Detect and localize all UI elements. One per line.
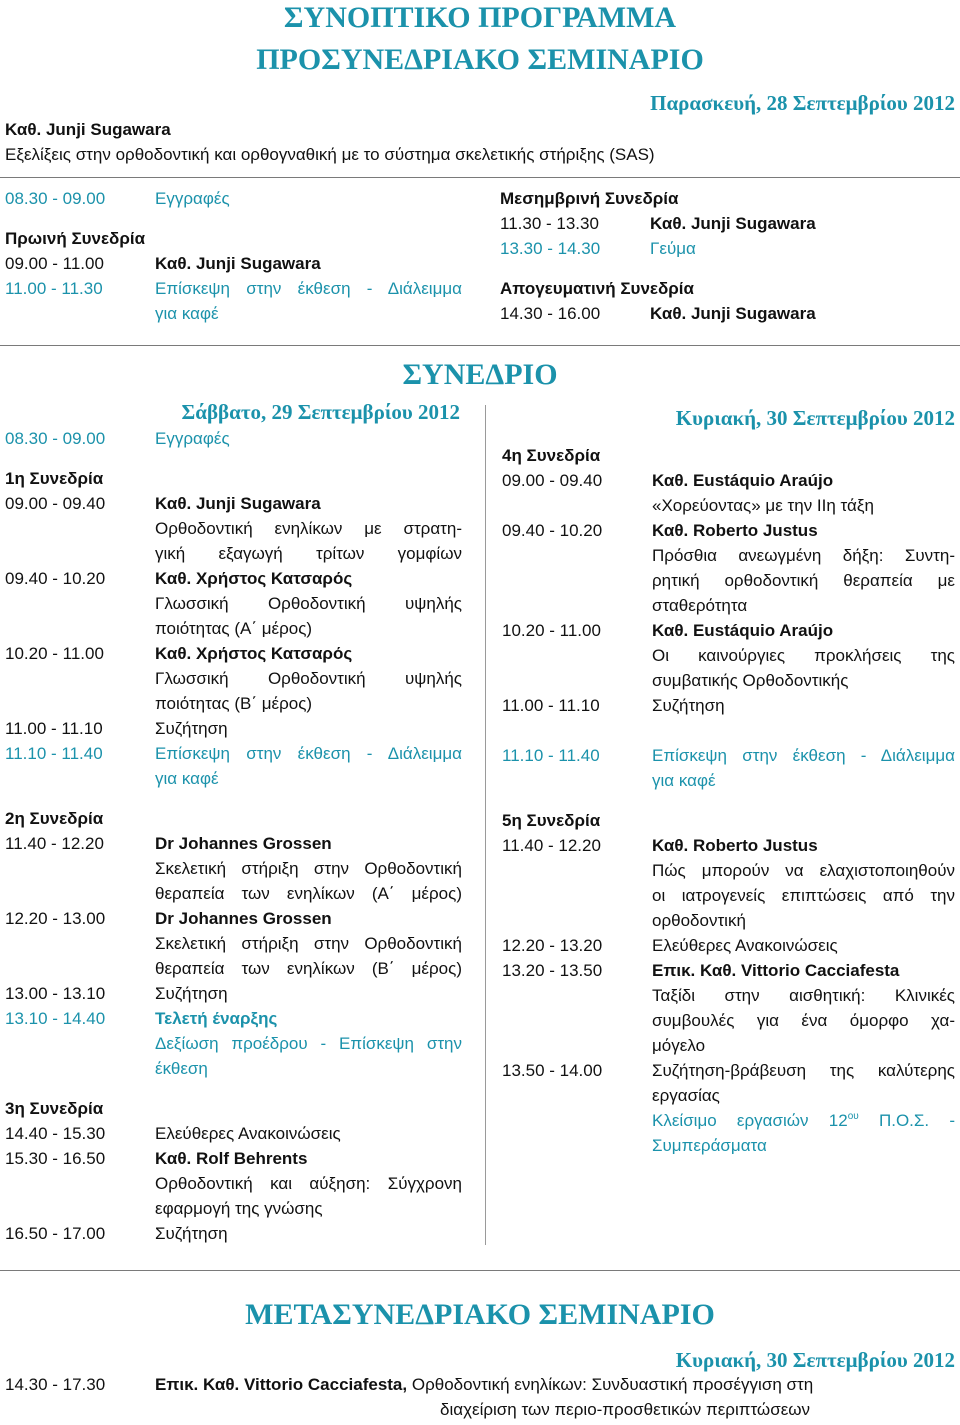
event-line: Δεξίωση προέδρου - Επίσκεψη στην bbox=[155, 1034, 462, 1053]
time-slot: 14.30 - 16.00 bbox=[500, 304, 601, 323]
schedule-row bbox=[502, 1058, 955, 1108]
event-label: Συζήτηση bbox=[155, 1224, 228, 1243]
talk-title-line: Ορθοδοντική ενηλίκων: Συνδυαστική προσέγγιση στη bbox=[411, 1375, 814, 1394]
talk-title-line: ποιότητας (Β΄ μέρος) bbox=[155, 694, 313, 713]
event-label: Γεύμα bbox=[650, 239, 696, 258]
session-heading: 4η Συνεδρία bbox=[502, 446, 601, 465]
event-line: Επίσκεψη στην έκθεση - Διάλειμμα bbox=[155, 744, 462, 763]
time-slot: 15.30 - 16.50 bbox=[5, 1149, 106, 1168]
talk-title-line: συμβουλές για ένα όμορφο χα- bbox=[652, 1011, 955, 1030]
schedule-row bbox=[502, 618, 955, 693]
row-details bbox=[155, 906, 462, 981]
talk-title-line: διαχείριση των περιο-προσθετικών περιπτώσεων bbox=[440, 1400, 811, 1419]
row-details bbox=[650, 301, 955, 326]
schedule-row bbox=[5, 716, 462, 741]
schedule-row bbox=[5, 186, 462, 211]
event-line: για καφέ bbox=[155, 304, 219, 323]
row-details bbox=[155, 276, 462, 326]
speaker-name: Καθ. Junji Sugawara bbox=[650, 214, 816, 233]
row-details bbox=[650, 236, 955, 261]
talk-title-line: οι ιατρογενείς επιπτώσεις από την bbox=[652, 886, 955, 905]
time-slot: 10.20 - 11.00 bbox=[502, 621, 601, 640]
row-details bbox=[155, 491, 462, 566]
event-line: έκθεση bbox=[155, 1059, 208, 1078]
event-label: Εγγραφές bbox=[155, 189, 230, 208]
speaker-name: Καθ. Junji Sugawara bbox=[650, 304, 816, 323]
time-slot: 13.50 - 14.00 bbox=[502, 1061, 603, 1080]
schedule-row bbox=[500, 301, 955, 326]
time-slot: 09.00 - 09.40 bbox=[502, 471, 603, 490]
talk-title-line: Ορθοδοντική και αύξηση: Σύγχρονη bbox=[155, 1174, 462, 1193]
schedule-row bbox=[502, 1108, 955, 1158]
time-slot: 13.30 - 14.30 bbox=[500, 239, 601, 258]
pre-seminar-topic: Εξελίξεις στην ορθοδοντική και ορθογναθική με το σύστημα σκελετικής στήριξης (SAS) bbox=[5, 145, 655, 164]
time-slot: 10.20 - 11.00 bbox=[5, 644, 104, 663]
saturday-date: Σάββατο, 29 Σεπτεμβρίου 2012 bbox=[181, 400, 460, 424]
talk-title-line: Γλωσσική Ορθοδοντική υψηλής bbox=[155, 594, 462, 613]
speaker-name: Καθ. Eustáquio Araújo bbox=[652, 471, 834, 490]
event-line: για καφέ bbox=[652, 771, 716, 790]
time-slot: 11.00 - 11.10 bbox=[5, 719, 103, 738]
time-slot: 13.20 - 13.50 bbox=[502, 961, 603, 980]
time-slot: 11.30 - 13.30 bbox=[500, 214, 599, 233]
closing-prefix: Κλείσιμο εργασιών 12 bbox=[652, 1111, 848, 1130]
time-slot: 14.40 - 15.30 bbox=[5, 1124, 106, 1143]
pre-seminar-date: Παρασκευή, 28 Σεπτεμβρίου 2012 bbox=[650, 91, 955, 115]
post-seminar-line bbox=[155, 1372, 813, 1397]
ordinal-suffix: ου bbox=[847, 1111, 859, 1122]
divider bbox=[0, 1270, 960, 1271]
talk-title-line: «Χορεύοντας» με την ΙΙη τάξη bbox=[652, 496, 874, 515]
row-details bbox=[155, 831, 462, 906]
row-details bbox=[652, 693, 955, 718]
talk-title-line: μόγελο bbox=[652, 1036, 706, 1055]
row-details bbox=[155, 426, 462, 451]
closing-suffix: Π.Ο.Σ. - bbox=[858, 1111, 955, 1130]
friday-morning-column bbox=[5, 186, 462, 326]
talk-title-line: ρητική ορθοδοντική θεραπεία με bbox=[652, 571, 955, 590]
speaker-name: Καθ. Χρήστος Κατσαρός bbox=[155, 569, 353, 588]
row-details bbox=[652, 1058, 955, 1108]
schedule-row bbox=[500, 211, 955, 236]
row-details bbox=[155, 566, 462, 641]
time-slot: 16.50 - 17.00 bbox=[5, 1224, 106, 1243]
schedule-row bbox=[5, 1146, 462, 1221]
congress-heading: ΣΥΝΕΔΡΙΟ bbox=[402, 358, 558, 391]
speaker-name: Καθ. Rolf Behrents bbox=[155, 1149, 308, 1168]
post-seminar-date: Κυριακή, 30 Σεπτεμβρίου 2012 bbox=[675, 1348, 955, 1372]
schedule-row bbox=[5, 1006, 462, 1081]
event-label: Συζήτηση bbox=[652, 696, 725, 715]
divider bbox=[0, 177, 960, 178]
event-label: Ελεύθερες Ανακοινώσεις bbox=[155, 1124, 341, 1143]
talk-title-line: Πώς μπορούν να ελαχιστοποιηθούν bbox=[652, 861, 955, 880]
speaker-name: Καθ. Junji Sugawara bbox=[155, 494, 321, 513]
time-slot: 09.40 - 10.20 bbox=[5, 569, 106, 588]
schedule-row bbox=[5, 906, 462, 981]
speaker-name: Επικ. Καθ. Vittorio Cacciafesta, bbox=[155, 1375, 408, 1394]
divider bbox=[0, 345, 960, 346]
time-spacer bbox=[502, 1108, 652, 1133]
closing-line: Συμπεράσματα bbox=[652, 1136, 767, 1155]
time-slot: 12.20 - 13.20 bbox=[502, 936, 603, 955]
schedule-row bbox=[502, 833, 955, 933]
session-heading: Μεσημβρινή Συνεδρία bbox=[500, 189, 679, 208]
speaker-name: Καθ. Roberto Justus bbox=[652, 521, 818, 540]
event-line: για καφέ bbox=[155, 769, 219, 788]
talk-title-line: εφαρμογή της γνώσης bbox=[155, 1199, 323, 1218]
speaker-name: Dr Johannes Grossen bbox=[155, 834, 332, 853]
schedule-row bbox=[502, 518, 955, 618]
row-details bbox=[652, 618, 955, 693]
row-details bbox=[155, 186, 462, 211]
schedule-row bbox=[5, 641, 462, 716]
row-details bbox=[155, 641, 462, 716]
schedule-row bbox=[5, 491, 462, 566]
time-slot: 11.40 - 12.20 bbox=[5, 834, 104, 853]
talk-title-line: ορθοδοντική bbox=[652, 911, 746, 930]
row-details bbox=[155, 1006, 462, 1081]
time-slot: 09.00 - 09.40 bbox=[5, 494, 106, 513]
schedule-row bbox=[5, 251, 462, 276]
talk-title-line: Σκελετική στήριξη στην Ορθοδοντική bbox=[155, 934, 462, 953]
event-label: Συζήτηση bbox=[155, 984, 228, 1003]
talk-title-line: Οι καινούργιες προκλήσεις της bbox=[652, 646, 955, 665]
time-slot: 09.40 - 10.20 bbox=[502, 521, 603, 540]
sunday-date: Κυριακή, 30 Σεπτεμβρίου 2012 bbox=[675, 406, 955, 430]
row-details bbox=[650, 211, 955, 236]
row-details bbox=[652, 933, 955, 958]
session-heading: Απογευματινή Συνεδρία bbox=[500, 279, 694, 298]
page-title: ΣΥΝΟΠΤΙΚΟ ΠΡΟΓΡΑΜΜΑ bbox=[283, 1, 677, 34]
talk-title-line: Σκελετική στήριξη στην Ορθοδοντική bbox=[155, 859, 462, 878]
row-details bbox=[652, 468, 955, 518]
time-slot: 09.00 - 11.00 bbox=[5, 254, 104, 273]
session-heading: 1η Συνεδρία bbox=[5, 469, 104, 488]
schedule-row bbox=[502, 743, 955, 793]
row-details bbox=[155, 1221, 462, 1246]
session-heading: 3η Συνεδρία bbox=[5, 1099, 104, 1118]
row-details bbox=[155, 251, 462, 276]
column-divider bbox=[485, 405, 486, 1245]
row-details bbox=[652, 743, 955, 793]
session-heading: 2η Συνεδρία bbox=[5, 809, 104, 828]
schedule-row bbox=[5, 1121, 462, 1146]
time-slot: 11.00 - 11.10 bbox=[502, 696, 600, 715]
friday-afternoon-column bbox=[500, 186, 955, 326]
session-heading: 5η Συνεδρία bbox=[502, 811, 601, 830]
schedule-row bbox=[5, 831, 462, 906]
row-details bbox=[155, 981, 462, 1006]
time-slot: 11.00 - 11.30 bbox=[5, 279, 103, 298]
time-slot: 08.30 - 09.00 bbox=[5, 429, 106, 448]
schedule-row bbox=[5, 276, 462, 326]
talk-title-line: θεραπεία των ενηλίκων (Α΄ μέρος) bbox=[155, 884, 462, 903]
schedule-row bbox=[502, 468, 955, 518]
talk-title-line: ποιότητας (Α΄ μέρος) bbox=[155, 619, 313, 638]
pre-seminar-speaker: Καθ. Junji Sugawara bbox=[5, 120, 171, 139]
talk-title-line: Γλωσσική Ορθοδοντική υψηλής bbox=[155, 669, 462, 688]
event-line: Επίσκεψη στην έκθεση - Διάλειμμα bbox=[652, 746, 955, 765]
schedule-row bbox=[5, 981, 462, 1006]
row-details bbox=[155, 741, 462, 791]
event-line: Επίσκεψη στην έκθεση - Διάλειμμα bbox=[155, 279, 462, 298]
sunday-column bbox=[502, 443, 955, 1158]
event-label: Εγγραφές bbox=[155, 429, 230, 448]
talk-title-line: σταθερότητα bbox=[652, 596, 748, 615]
schedule-row bbox=[502, 693, 955, 718]
event-line: εργασίας bbox=[652, 1086, 720, 1105]
speaker-name: Dr Johannes Grossen bbox=[155, 909, 332, 928]
schedule-row bbox=[500, 236, 955, 261]
row-details bbox=[652, 1108, 955, 1158]
talk-title-line: Ταξίδι στην αισθητική: Κλινικές bbox=[652, 986, 955, 1005]
event-title: Τελετή έναρξης bbox=[155, 1009, 278, 1028]
schedule-row bbox=[5, 566, 462, 641]
time-slot: 13.10 - 14.40 bbox=[5, 1009, 106, 1028]
talk-title-line: θεραπεία των ενηλίκων (Β΄ μέρος) bbox=[155, 959, 462, 978]
pre-seminar-heading: ΠΡΟΣΥΝΕΔΡΙΑΚΟ ΣΕΜΙΝΑΡΙΟ bbox=[256, 43, 704, 76]
schedule-row bbox=[502, 958, 955, 1058]
talk-title-line: Ορθοδοντική ενηλίκων με στρατη- bbox=[155, 519, 462, 538]
closing-line bbox=[652, 1108, 955, 1133]
session-heading: Πρωινή Συνεδρία bbox=[5, 229, 146, 248]
saturday-column bbox=[5, 426, 462, 1246]
event-label: Συζήτηση bbox=[155, 719, 228, 738]
time-slot: 08.30 - 09.00 bbox=[5, 189, 106, 208]
row-details bbox=[155, 1121, 462, 1146]
time-slot: 11.10 - 11.40 bbox=[502, 746, 600, 765]
speaker-name: Καθ. Χρήστος Κατσαρός bbox=[155, 644, 353, 663]
schedule-row bbox=[5, 1221, 462, 1246]
schedule-row bbox=[502, 933, 955, 958]
row-details bbox=[652, 833, 955, 933]
talk-title-line: γική εξαγωγή τρίτων γομφίων bbox=[155, 544, 462, 563]
talk-title-line: Πρόσθια ανεωγμένη δήξη: Συντη- bbox=[652, 546, 955, 565]
time-slot: 14.30 - 17.30 bbox=[5, 1375, 106, 1394]
speaker-name: Καθ. Roberto Justus bbox=[652, 836, 818, 855]
event-label: Ελεύθερες Ανακοινώσεις bbox=[652, 936, 838, 955]
schedule-row bbox=[5, 741, 462, 791]
time-slot: 11.40 - 12.20 bbox=[502, 836, 601, 855]
time-slot: 13.00 - 13.10 bbox=[5, 984, 106, 1003]
event-line: Συζήτηση-βράβευση της καλύτερης bbox=[652, 1061, 955, 1080]
row-details bbox=[155, 716, 462, 741]
speaker-name: Καθ. Junji Sugawara bbox=[155, 254, 321, 273]
row-details bbox=[155, 1146, 462, 1221]
post-seminar-heading: ΜΕΤΑΣΥΝΕΔΡΙΑΚΟ ΣΕΜΙΝΑΡΙΟ bbox=[245, 1298, 715, 1331]
speaker-name: Επικ. Καθ. Vittorio Cacciafesta bbox=[652, 961, 900, 980]
time-slot: 11.10 - 11.40 bbox=[5, 744, 103, 763]
time-slot: 12.20 - 13.00 bbox=[5, 909, 106, 928]
row-details bbox=[652, 518, 955, 618]
schedule-row bbox=[5, 426, 462, 451]
speaker-name: Καθ. Eustáquio Araújo bbox=[652, 621, 834, 640]
row-details bbox=[652, 958, 955, 1058]
talk-title-line: συμβατικής Ορθοδοντικής bbox=[652, 671, 849, 690]
